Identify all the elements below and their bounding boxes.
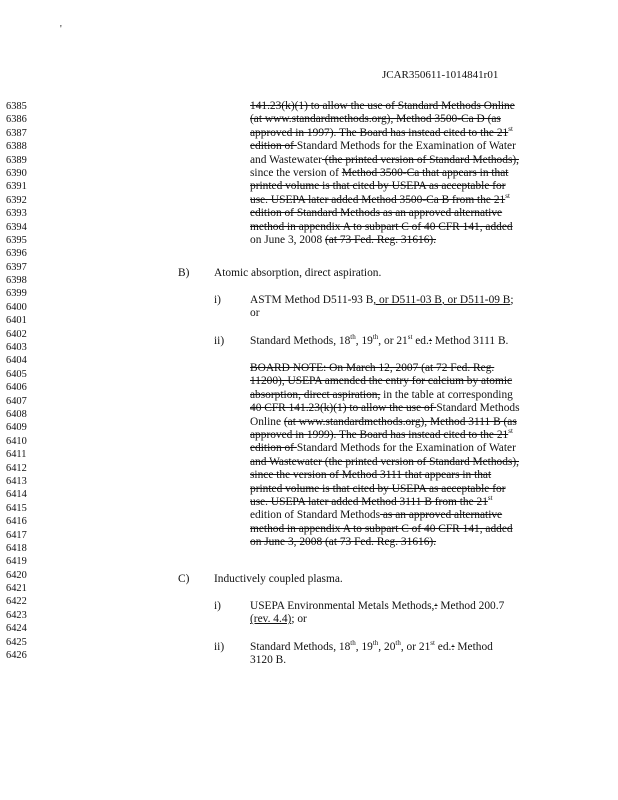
line-number: 6392	[6, 194, 27, 206]
line-number: 6411	[6, 449, 27, 461]
line-number: 6401	[6, 315, 27, 327]
line-number: 6422	[6, 596, 27, 608]
note-line: use. USEPA later added Method 3500-Ca B from the 21st	[250, 192, 510, 206]
note-line: since the version of Method 3111 that appears in that	[250, 469, 492, 482]
line-number: 6408	[6, 408, 27, 420]
note-line: since the version of Method 3500-Ca that appears in that	[250, 167, 509, 180]
note-line: method in appendix A to subpart C of 40 CFR 141, added	[250, 522, 513, 535]
line-number: 6420	[6, 569, 27, 581]
tick-mark: '	[60, 24, 62, 35]
line-number: 6425	[6, 636, 27, 648]
section-c-item-ii-text: Standard Methods, 18th, 19th, 20th, or 21st ed.: Method 3120 B.	[250, 639, 493, 667]
line-number: 6396	[6, 248, 27, 260]
board-note-3111-b	[250, 362, 520, 550]
section-b-item-ii-text: Standard Methods, 18th, 19th, or 21st ed.: Method 3111 B.	[250, 333, 509, 347]
line-number: 6402	[6, 328, 27, 340]
line-number: 6426	[6, 650, 27, 662]
section-c-item-ii-marker: ii)	[214, 641, 225, 653]
line-number: 6386	[6, 114, 27, 126]
note-line: (at www.standardmethods.org), Method 3500-Ca D (as	[250, 113, 501, 126]
line-number-column	[6, 100, 36, 662]
note-line: approved in 1999). The Board has instead cited to the 21st	[250, 427, 513, 442]
line-number: 6416	[6, 516, 27, 528]
note-line: 11200), USEPA amended the entry for calcium by atomic	[250, 375, 513, 388]
note-line: edition of Standard Methods as an approved alternative	[250, 509, 503, 522]
section-b-item-i-text: ASTM Method D511-93 B, or D511-03 B, or D511-09 B; or	[250, 294, 514, 320]
note-line: method in appendix A to subpart C of 40 CFR 141, added	[250, 220, 513, 233]
section-c-item-i-marker: i)	[214, 600, 221, 612]
note-line: on June 3, 2008 (at 73 Fed. Reg. 31616).	[250, 536, 437, 549]
line-number: 6400	[6, 301, 27, 313]
line-number: 6413	[6, 475, 27, 487]
line-number: 6388	[6, 141, 27, 153]
note-line: and Wastewater (the printed version of Standard Methods),	[250, 455, 520, 468]
note-line: 40 CFR 141.23(k)(1) to allow the use of Standard Methods	[250, 402, 520, 415]
line-number: 6412	[6, 462, 27, 474]
note-line: on June 3, 2008 (at 73 Fed. Reg. 31616).	[250, 234, 437, 247]
section-c-marker: C)	[178, 573, 190, 585]
note-line: BOARD NOTE: On March 12, 2007 (at 72 Fed. Reg.	[250, 362, 495, 374]
line-number: 6415	[6, 502, 27, 514]
line-number: 6387	[6, 127, 27, 139]
note-line: printed volume is that cited by USEPA as acceptable for	[250, 482, 506, 495]
note-line: absorption, direct aspiration, in the table at corresponding	[250, 388, 513, 401]
section-b-item-i-marker: i)	[214, 294, 221, 306]
line-number: 6424	[6, 623, 27, 635]
note-line: 141.23(k)(1) to allow the use of Standard Methods Online	[250, 100, 515, 112]
line-number: 6419	[6, 556, 27, 568]
note-line: printed volume is that cited by USEPA as acceptable for	[250, 180, 506, 193]
line-number: 6399	[6, 288, 27, 300]
line-number: 6417	[6, 529, 27, 541]
line-number: 6394	[6, 221, 27, 233]
section-c-title: Inductively coupled plasma.	[214, 573, 343, 585]
line-number: 6410	[6, 435, 27, 447]
line-number: 6391	[6, 181, 27, 193]
note-line: edition of Standard Methods for the Examination of Water	[250, 140, 516, 153]
line-number: 6398	[6, 275, 27, 287]
note-line: Online (at www.standardmethods.org), Method 3111 B (as	[250, 415, 517, 428]
line-number: 6418	[6, 542, 27, 554]
section-b-title: Atomic absorption, direct aspiration.	[214, 267, 382, 279]
line-number: 6403	[6, 342, 27, 354]
section-c-item-i-text: USEPA Environmental Metals Methods,: Method 200.7 (rev. 4.4); or	[250, 600, 505, 626]
note-line: and Wastewater (the printed version of Standard Methods),	[250, 153, 520, 166]
note-line: approved in 1997). The Board has instead cited to the 21st	[250, 125, 513, 139]
line-number: 6409	[6, 422, 27, 434]
line-number: 6393	[6, 208, 27, 220]
note-line: edition of Standard Methods as an approved alternative	[250, 207, 503, 220]
note-line: use. USEPA later added Method 3111 B from the 21st	[250, 494, 493, 509]
note-line: edition of Standard Methods for the Examination of Water	[250, 442, 516, 455]
line-number: 6407	[6, 395, 27, 407]
line-number: 6390	[6, 167, 27, 179]
document-code-header: JCAR350611-1014841r01	[382, 69, 499, 81]
line-number: 6423	[6, 609, 27, 621]
section-b-item-ii-marker: ii)	[214, 335, 225, 347]
line-number: 6395	[6, 234, 27, 246]
line-number: 6385	[6, 101, 27, 112]
line-number: 6397	[6, 261, 27, 273]
line-number: 6404	[6, 355, 27, 367]
line-number: 6405	[6, 368, 27, 380]
board-note-3500-ca	[250, 100, 519, 247]
line-number: 6389	[6, 154, 27, 166]
line-number: 6406	[6, 382, 27, 394]
line-number: 6414	[6, 489, 27, 501]
section-b-marker: B)	[178, 267, 190, 279]
line-number: 6421	[6, 583, 27, 595]
